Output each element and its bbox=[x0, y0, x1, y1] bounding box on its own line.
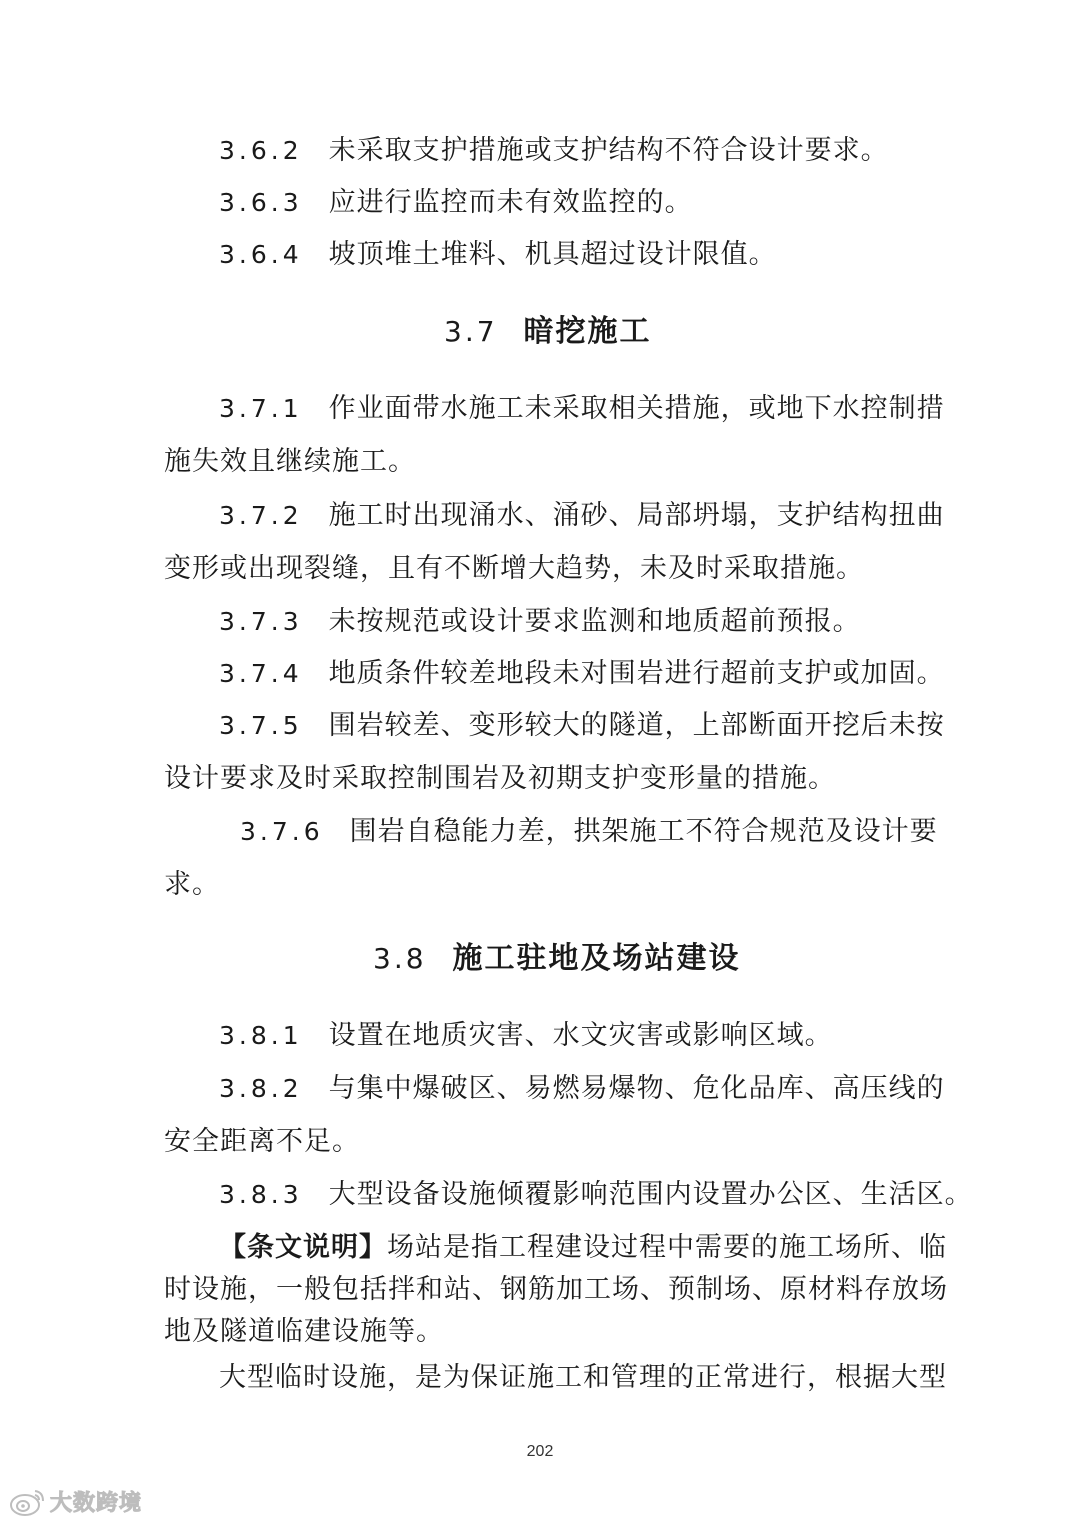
section-heading-3-8 bbox=[373, 937, 741, 981]
clause-3-8-2-cont bbox=[164, 1122, 360, 1162]
clause-text: 应进行监控而未有效监控的。 bbox=[328, 187, 693, 218]
clause-note-cont-1 bbox=[164, 1270, 948, 1310]
page-number: 202 bbox=[526, 1443, 554, 1460]
clause-text: 与集中爆破区、易燃易爆物、危化品库、高压线的 bbox=[328, 1073, 945, 1104]
clause-text: 未按规范或设计要求监测和地质超前预报。 bbox=[328, 606, 861, 637]
clause-text: 设置在地质灾害、水文灾害或影响区域。 bbox=[328, 1020, 833, 1051]
clause-3-7-4 bbox=[219, 654, 945, 694]
clause-number: 3.7.6 bbox=[240, 817, 324, 846]
clause-3-8-3 bbox=[219, 1175, 973, 1215]
clause-text: 围岩自稳能力差，拱架施工不符合规范及设计要 bbox=[349, 816, 938, 847]
clause-text: 未采取支护措施或支护结构不符合设计要求。 bbox=[328, 135, 889, 166]
clause-note bbox=[219, 1228, 947, 1268]
clause-number: 3.8.3 bbox=[219, 1180, 303, 1209]
clause-text: 围岩较差、变形较大的隧道，上部断面开挖后未按 bbox=[328, 710, 945, 741]
clause-text: 求。 bbox=[164, 869, 220, 900]
clause-number: 3.8.2 bbox=[219, 1074, 303, 1103]
clause-text: 安全距离不足。 bbox=[164, 1126, 360, 1157]
clause-text: 施工时出现涌水、涌砂、局部坍塌，支护结构扭曲 bbox=[328, 500, 945, 531]
watermark bbox=[8, 1486, 142, 1517]
clause-text: 地质条件较差地段未对围岩进行超前支护或加固。 bbox=[328, 658, 945, 689]
clause-text: 设计要求及时采取控制围岩及初期支护变形量的措施。 bbox=[164, 763, 836, 794]
clause-3-7-1-cont bbox=[164, 442, 416, 482]
section-title: 暗挖施工 bbox=[523, 314, 652, 349]
note-text: 场站是指工程建设过程中需要的施工场所、临 bbox=[387, 1232, 947, 1263]
clause-3-7-2-cont bbox=[164, 549, 864, 589]
section-heading-3-7 bbox=[444, 310, 652, 354]
clause-text: 变形或出现裂缝，且有不断增大趋势，未及时采取措施。 bbox=[164, 553, 864, 584]
clause-text: 坡顶堆土堆料、机具超过设计限值。 bbox=[328, 239, 777, 270]
clause-number: 3.6.3 bbox=[219, 188, 303, 217]
clause-3-7-2 bbox=[219, 496, 945, 536]
clause-3-7-3 bbox=[219, 602, 861, 642]
clause-3-8-1 bbox=[219, 1016, 833, 1056]
clause-note-cont-2 bbox=[164, 1312, 444, 1352]
clause-number: 3.7.4 bbox=[219, 659, 303, 688]
watermark-text: 大数跨境 bbox=[50, 1491, 143, 1516]
clause-3-7-6-cont bbox=[164, 865, 220, 905]
clause-3-6-4 bbox=[219, 235, 777, 275]
section-title: 施工驻地及场站建设 bbox=[452, 941, 741, 976]
note-label: 【条文说明】 bbox=[219, 1232, 387, 1263]
clause-3-7-5 bbox=[219, 706, 945, 746]
clause-number: 3.6.2 bbox=[219, 136, 303, 165]
clause-3-6-2 bbox=[219, 131, 889, 171]
clause-number: 3.7.1 bbox=[219, 394, 303, 423]
clause-3-7-6 bbox=[240, 812, 938, 852]
section-number: 3.7 bbox=[444, 315, 498, 348]
clause-text: 大型设备设施倾覆影响范围内设置办公区、生活区。 bbox=[328, 1179, 973, 1210]
clause-number: 3.7.3 bbox=[219, 607, 303, 636]
clause-number: 3.7.5 bbox=[219, 711, 303, 740]
paragraph bbox=[219, 1358, 947, 1398]
note-text: 地及隧道临建设施等。 bbox=[164, 1316, 444, 1347]
note-text: 时设施，一般包括拌和站、钢筋加工场、预制场、原材料存放场 bbox=[164, 1274, 948, 1305]
clause-text: 施失效且继续施工。 bbox=[164, 446, 416, 477]
section-number: 3.8 bbox=[373, 942, 427, 975]
clause-number: 3.7.2 bbox=[219, 501, 303, 530]
clause-3-8-2 bbox=[219, 1069, 945, 1109]
clause-text: 作业面带水施工未采取相关措施，或地下水控制措 bbox=[328, 393, 945, 424]
clause-number: 3.6.4 bbox=[219, 240, 303, 269]
weibo-logo-icon bbox=[8, 1487, 46, 1517]
clause-3-7-5-cont bbox=[164, 759, 836, 799]
clause-3-7-1 bbox=[219, 389, 945, 429]
paragraph-text: 大型临时设施，是为保证施工和管理的正常进行，根据大型 bbox=[219, 1362, 947, 1393]
clause-3-6-3 bbox=[219, 183, 693, 223]
clause-number: 3.8.1 bbox=[219, 1021, 303, 1050]
